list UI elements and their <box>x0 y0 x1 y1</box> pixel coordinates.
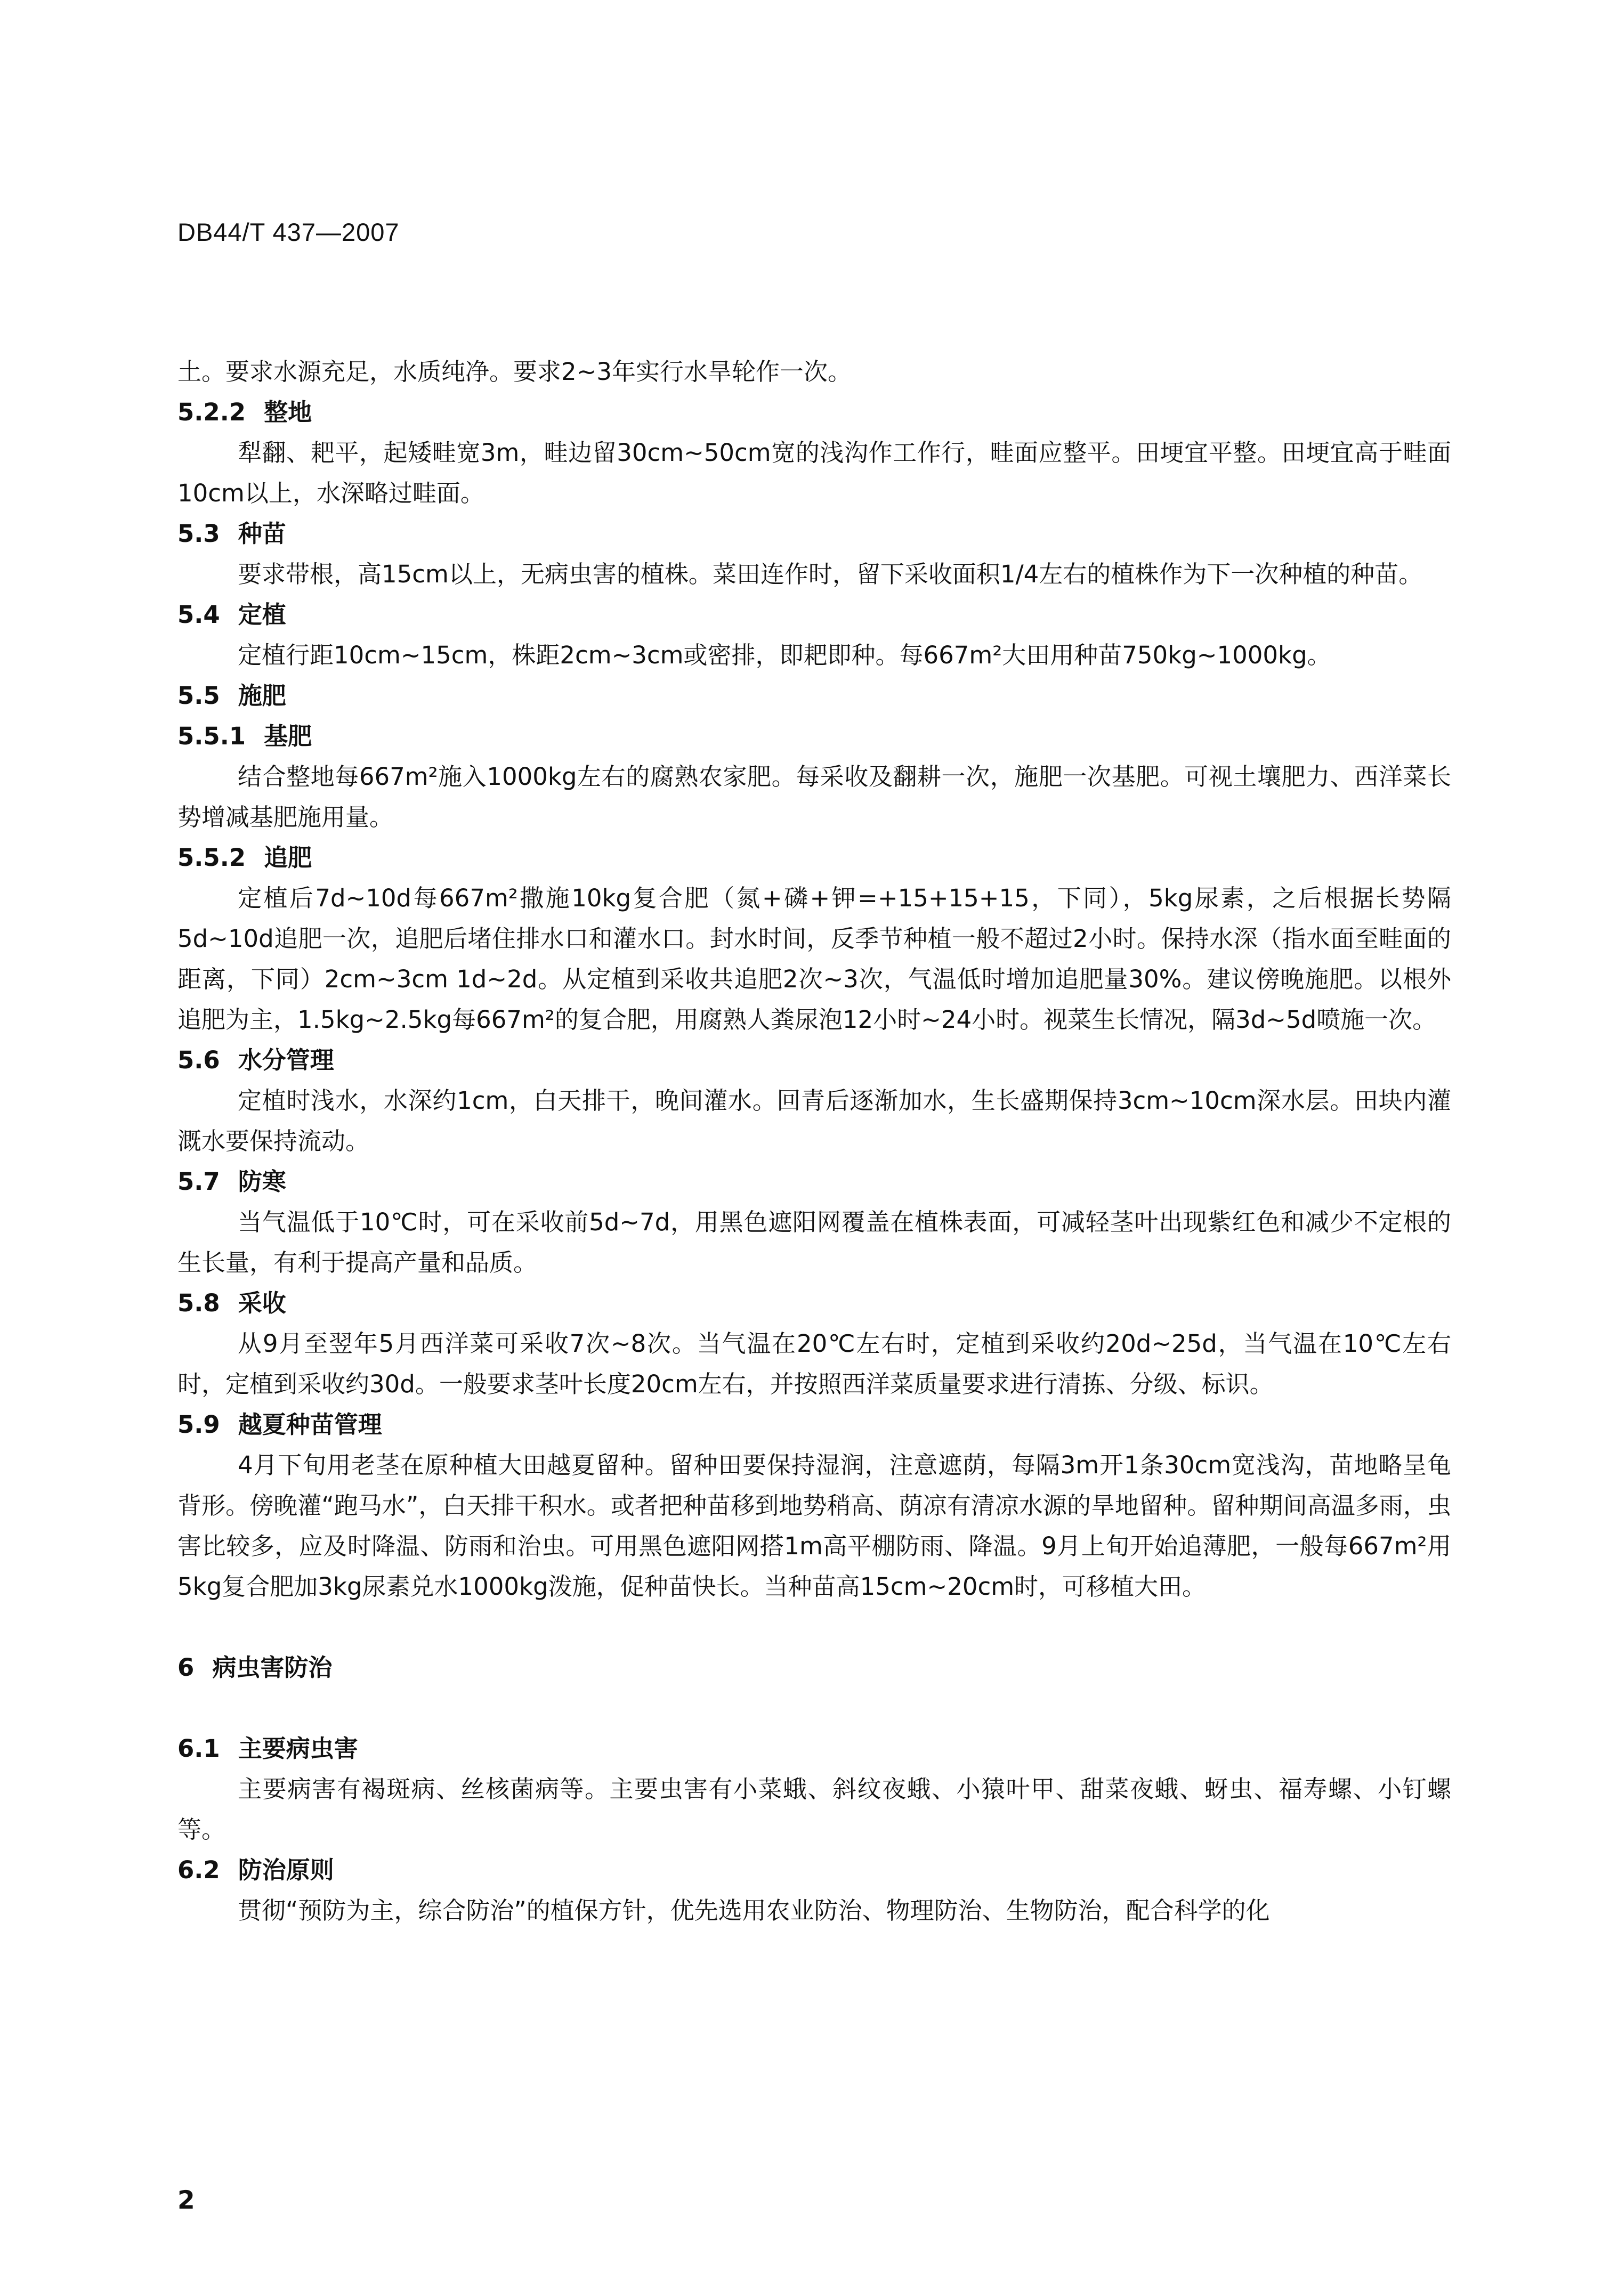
section-number: 5.2.2 <box>177 398 246 426</box>
section-title: 水分管理 <box>238 1046 334 1074</box>
section-number: 5.5.2 <box>177 843 246 872</box>
section-number: 5.5 <box>177 682 220 710</box>
document-body <box>177 352 1451 1931</box>
section-title: 主要病虫害 <box>238 1734 358 1763</box>
section-heading <box>177 1729 1451 1769</box>
section-number: 5.9 <box>177 1410 220 1439</box>
body-paragraph: 定植时浅水，水深约1cm，白天排干，晚间灌水。回青后逐渐加水，生长盛期保持3cm~10cm深水层。田块内灌溉水要保持流动。 <box>177 1086 1451 1155</box>
section-heading <box>177 392 1451 433</box>
body-paragraph: 从9月至翌年5月西洋菜可采收7次~8次。当气温在20℃左右时，定植到采收约20d~25d，当气温在10℃左右时，定植到采收约30d。一般要求茎叶长度20cm左右，并按照西洋菜质量要求进行清拣、分级、标识。 <box>177 1329 1451 1398</box>
section-number: 5.5.1 <box>177 722 246 750</box>
page-number: 2 <box>177 2186 195 2215</box>
section-number: 5.6 <box>177 1046 220 1074</box>
section-number: 5.4 <box>177 601 220 629</box>
section-title: 采收 <box>238 1289 286 1317</box>
section-title: 病虫害防治 <box>212 1653 333 1682</box>
body-paragraph: 贯彻“预防为主，综合防治”的植保方针，优先选用农业防治、物理防治、生物防治，配合科学的化 <box>238 1896 1270 1925</box>
body-paragraph: 当气温低于10℃时，可在采收前5d~7d，用黑色遮阳网覆盖在植株表面，可减轻茎叶出现紫红色和减少不定根的生长量，有利于提高产量和品质。 <box>177 1208 1451 1277</box>
section-title: 防治原则 <box>238 1856 334 1884</box>
section-title: 追肥 <box>264 843 312 872</box>
section-heading <box>177 716 1451 757</box>
section-gap <box>177 1688 1451 1729</box>
section-number: 5.3 <box>177 520 220 548</box>
section-title: 定植 <box>238 601 286 629</box>
section-heading <box>177 676 1451 716</box>
section-title: 整地 <box>264 398 312 426</box>
section-gap <box>177 1607 1451 1648</box>
section-number: 6 <box>177 1653 195 1682</box>
section-number: 6.1 <box>177 1734 220 1763</box>
body-paragraph: 结合整地每667m²施入1000kg左右的腐熟农家肥。每采收及翻耕一次，施肥一次基肥。可视土壤肥力、西洋菜长势增减基肥施用量。 <box>177 762 1451 831</box>
document-code: DB44/T 437—2007 <box>177 218 400 246</box>
body-paragraph: 定植行距10cm~15cm，株距2cm~3cm或密排，即耙即种。每667m²大田用种苗750kg~1000kg。 <box>238 641 1331 669</box>
section-heading <box>177 1040 1451 1081</box>
body-paragraph: 要求带根，高15cm以上，无病虫害的植株。菜田连作时，留下采收面积1/4左右的植株作为下一次种植的种苗。 <box>238 560 1423 588</box>
body-paragraph: 土。要求水源充足，水质纯净。要求2~3年实行水旱轮作一次。 <box>177 358 852 386</box>
body-paragraph: 定植后7d~10d每667m²撒施10kg复合肥（氮+磷+钾=+15+15+15，下同），5kg尿素，之后根据长势隔5d~10d追肥一次，追肥后堵住排水口和灌水口。封水时间，反季节种植一般不超过2小时。保持水深（指水面至畦面的距离，下同）2cm~3cm 1d~2d。从定植到采收共追肥2次~3次，气温低时增加追肥量30%。建议傍晚施肥。以根外追肥为主，1.5kg~2.5kg每667m²的复合肥，用腐熟人粪尿泡12小时~24小时。视菜生长情况，隔3d~5d喷施一次。 <box>177 884 1451 1034</box>
section-heading <box>177 595 1451 635</box>
section-heading <box>177 1850 1451 1891</box>
section-title: 种苗 <box>238 520 286 548</box>
section-heading <box>177 1405 1451 1445</box>
section-heading <box>177 838 1451 878</box>
body-paragraph: 4月下旬用老茎在原种植大田越夏留种。留种田要保持湿润，注意遮荫，每隔3m开1条30cm宽浅沟，苗地略呈龟背形。傍晚灌“跑马水”，白天排干积水。或者把种苗移到地势稍高、荫凉有清凉水源的旱地留种。留种期间高温多雨，虫害比较多，应及时降温、防雨和治虫。可用黑色遮阳网搭1m高平棚防雨、降温。9月上旬开始追薄肥，一般每667m²用5kg复合肥加3kg尿素兑水1000kg泼施，促种苗快长。当种苗高15cm~20cm时，可移植大田。 <box>177 1451 1451 1601</box>
section-heading <box>177 1162 1451 1202</box>
section-heading <box>177 1283 1451 1324</box>
body-paragraph: 主要病害有褐斑病、丝核菌病等。主要虫害有小菜蛾、斜纹夜蛾、小猿叶甲、甜菜夜蛾、蚜虫、福寿螺、小钉螺等。 <box>177 1775 1451 1844</box>
section-title: 施肥 <box>238 682 286 710</box>
section-number: 6.2 <box>177 1856 220 1884</box>
section-number: 5.8 <box>177 1289 220 1317</box>
section-number: 5.7 <box>177 1167 220 1196</box>
section-heading <box>177 514 1451 554</box>
section-title: 越夏种苗管理 <box>238 1410 382 1439</box>
body-paragraph: 犁翻、耙平，起矮畦宽3m，畦边留30cm~50cm宽的浅沟作工作行，畦面应整平。田埂宜平整。田埂宜高于畦面10cm以上，水深略过畦面。 <box>177 439 1451 507</box>
section-heading <box>177 1648 1451 1688</box>
section-title: 防寒 <box>238 1167 286 1196</box>
section-title: 基肥 <box>264 722 312 750</box>
